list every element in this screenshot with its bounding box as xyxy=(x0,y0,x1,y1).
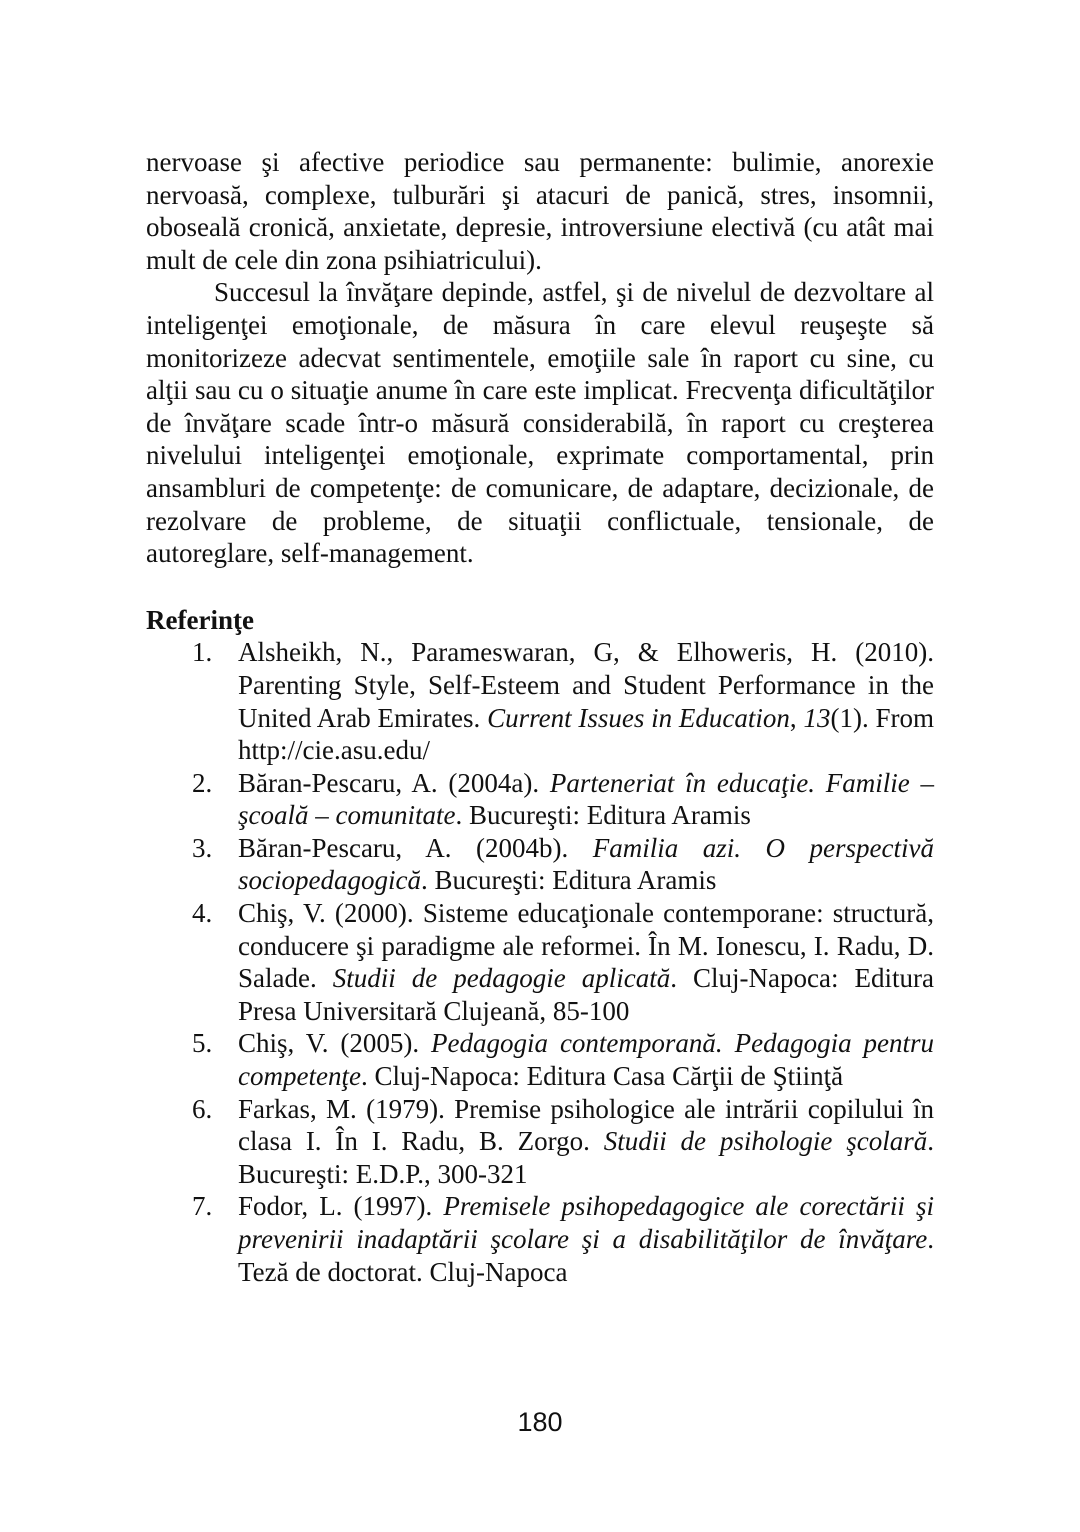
body-paragraph-1: nervoase şi afective periodice sau permanente: bulimie, anorexie nervoasă, complexe, tulburări şi atacuri de panică, stres, insomnii, oboseală cronică, anxietate, depresie, introversiune electivă (cu atât mai mult de cele din zona psihiatricului). xyxy=(146,147,934,275)
reference-text xyxy=(238,767,934,832)
reference-number: 1. xyxy=(192,637,213,668)
reference-number: 2. xyxy=(192,767,213,798)
reference-number: 4. xyxy=(192,898,213,929)
reference-item xyxy=(146,636,934,766)
reference-item xyxy=(146,832,934,897)
reference-title: Premisele psihopedagogice ale corectării şi prevenirii inadaptării şcolare şi a disabilităţilor de învăţare xyxy=(238,1191,935,1254)
reference-publisher: . Bucureşti: Editura Aramis xyxy=(455,800,751,831)
reference-publisher: . Bucureşti: E.D.P., 300-321 xyxy=(238,1126,934,1189)
references-heading: Referinţe xyxy=(146,604,254,635)
references-list xyxy=(146,636,934,1288)
reference-publisher: (1). From http://cie.asu.edu/ xyxy=(238,702,934,766)
reference-title: Studii de psihologie şcolară xyxy=(603,1126,928,1157)
reference-authors: Chiş, V. (2005). xyxy=(238,1028,432,1059)
reference-text xyxy=(238,897,934,1027)
reference-authors: Farkas, M. (1979). Premise psihologice ale intrării copilului în clasa I. În I. Radu, B. Zorgo. xyxy=(238,1093,934,1157)
reference-title: Current Issues in Education xyxy=(487,702,790,733)
reference-text xyxy=(238,832,934,897)
reference-text xyxy=(238,1027,934,1092)
reference-publisher: . Bucureşti: Editura Aramis xyxy=(420,865,717,896)
reference-separator: , xyxy=(789,702,804,733)
reference-item xyxy=(146,1027,934,1092)
reference-text xyxy=(238,1093,934,1191)
body-paragraph-2: Succesul la învăţare depinde, astfel, şi de nivelul de dezvoltare al inteligenţei emoţionale, de măsura în care elevul reuşeşte să monitorizeze adecvat sentimentele, emoţiile sale în raport cu sine, cu alţii sau cu o situaţie anume în care este implicat. Frecvenţa dificultăţilor de învăţare scade într-o măsură considerabilă, în raport cu creşterea nivelului inteligenţei emoţionale, exprimate comportamental, prin ansambluri de competenţe: de comunicare, de adaptare, decizionale, de rezolvare de probleme, de situaţii conflictuale, tensionale, de autoreglare, self-management. xyxy=(146,277,934,569)
reference-text xyxy=(238,1190,934,1288)
page-content xyxy=(146,146,934,1288)
reference-item xyxy=(146,767,934,832)
page-number: 180 xyxy=(517,1407,563,1437)
reference-text xyxy=(238,636,934,766)
reference-publisher: . Cluj-Napoca: Editura Casa Cărţii de Ştiinţă xyxy=(360,1061,844,1092)
reference-title: Pedagogia contemporană. Pedagogia pentru competenţe xyxy=(238,1028,934,1092)
reference-item xyxy=(146,1093,934,1191)
reference-authors: Chiş, V. (2000). Sisteme educaţionale contemporane: structură, conducere şi paradigme ale reformei. În M. Ionescu, I. Radu, D. Salade. xyxy=(238,898,934,994)
reference-number: 3. xyxy=(192,832,213,863)
reference-volume: 13 xyxy=(803,702,831,733)
reference-publisher: . Cluj-Napoca: Editura Presa Universitară Clujeană, 85-100 xyxy=(238,963,934,1026)
reference-authors: Alsheikh, N., Parameswaran, G, & Elhoweris, H. (2010). Parenting Style, Self-Esteem and Student Performance in the United Arab Emirates. xyxy=(238,637,934,733)
reference-number: 6. xyxy=(192,1093,213,1124)
reference-title: Studii de pedagogie aplicată xyxy=(332,963,671,994)
reference-authors: Băran-Pescaru, A. (2004a). xyxy=(238,767,550,798)
reference-authors: Băran-Pescaru, A. (2004b). xyxy=(238,832,593,863)
reference-item xyxy=(146,1190,934,1288)
reference-publisher: . Teză de doctorat. Cluj-Napoca xyxy=(238,1224,934,1287)
reference-title: Familia azi. O perspectivă sociopedagogică xyxy=(238,832,934,896)
reference-authors: Fodor, L. (1997). xyxy=(238,1191,444,1222)
reference-title: Parteneriat în educaţie. Familie – şcoală – comunitate xyxy=(238,767,934,831)
reference-item xyxy=(146,897,934,1027)
reference-number: 5. xyxy=(192,1028,213,1059)
reference-number: 7. xyxy=(192,1191,213,1222)
